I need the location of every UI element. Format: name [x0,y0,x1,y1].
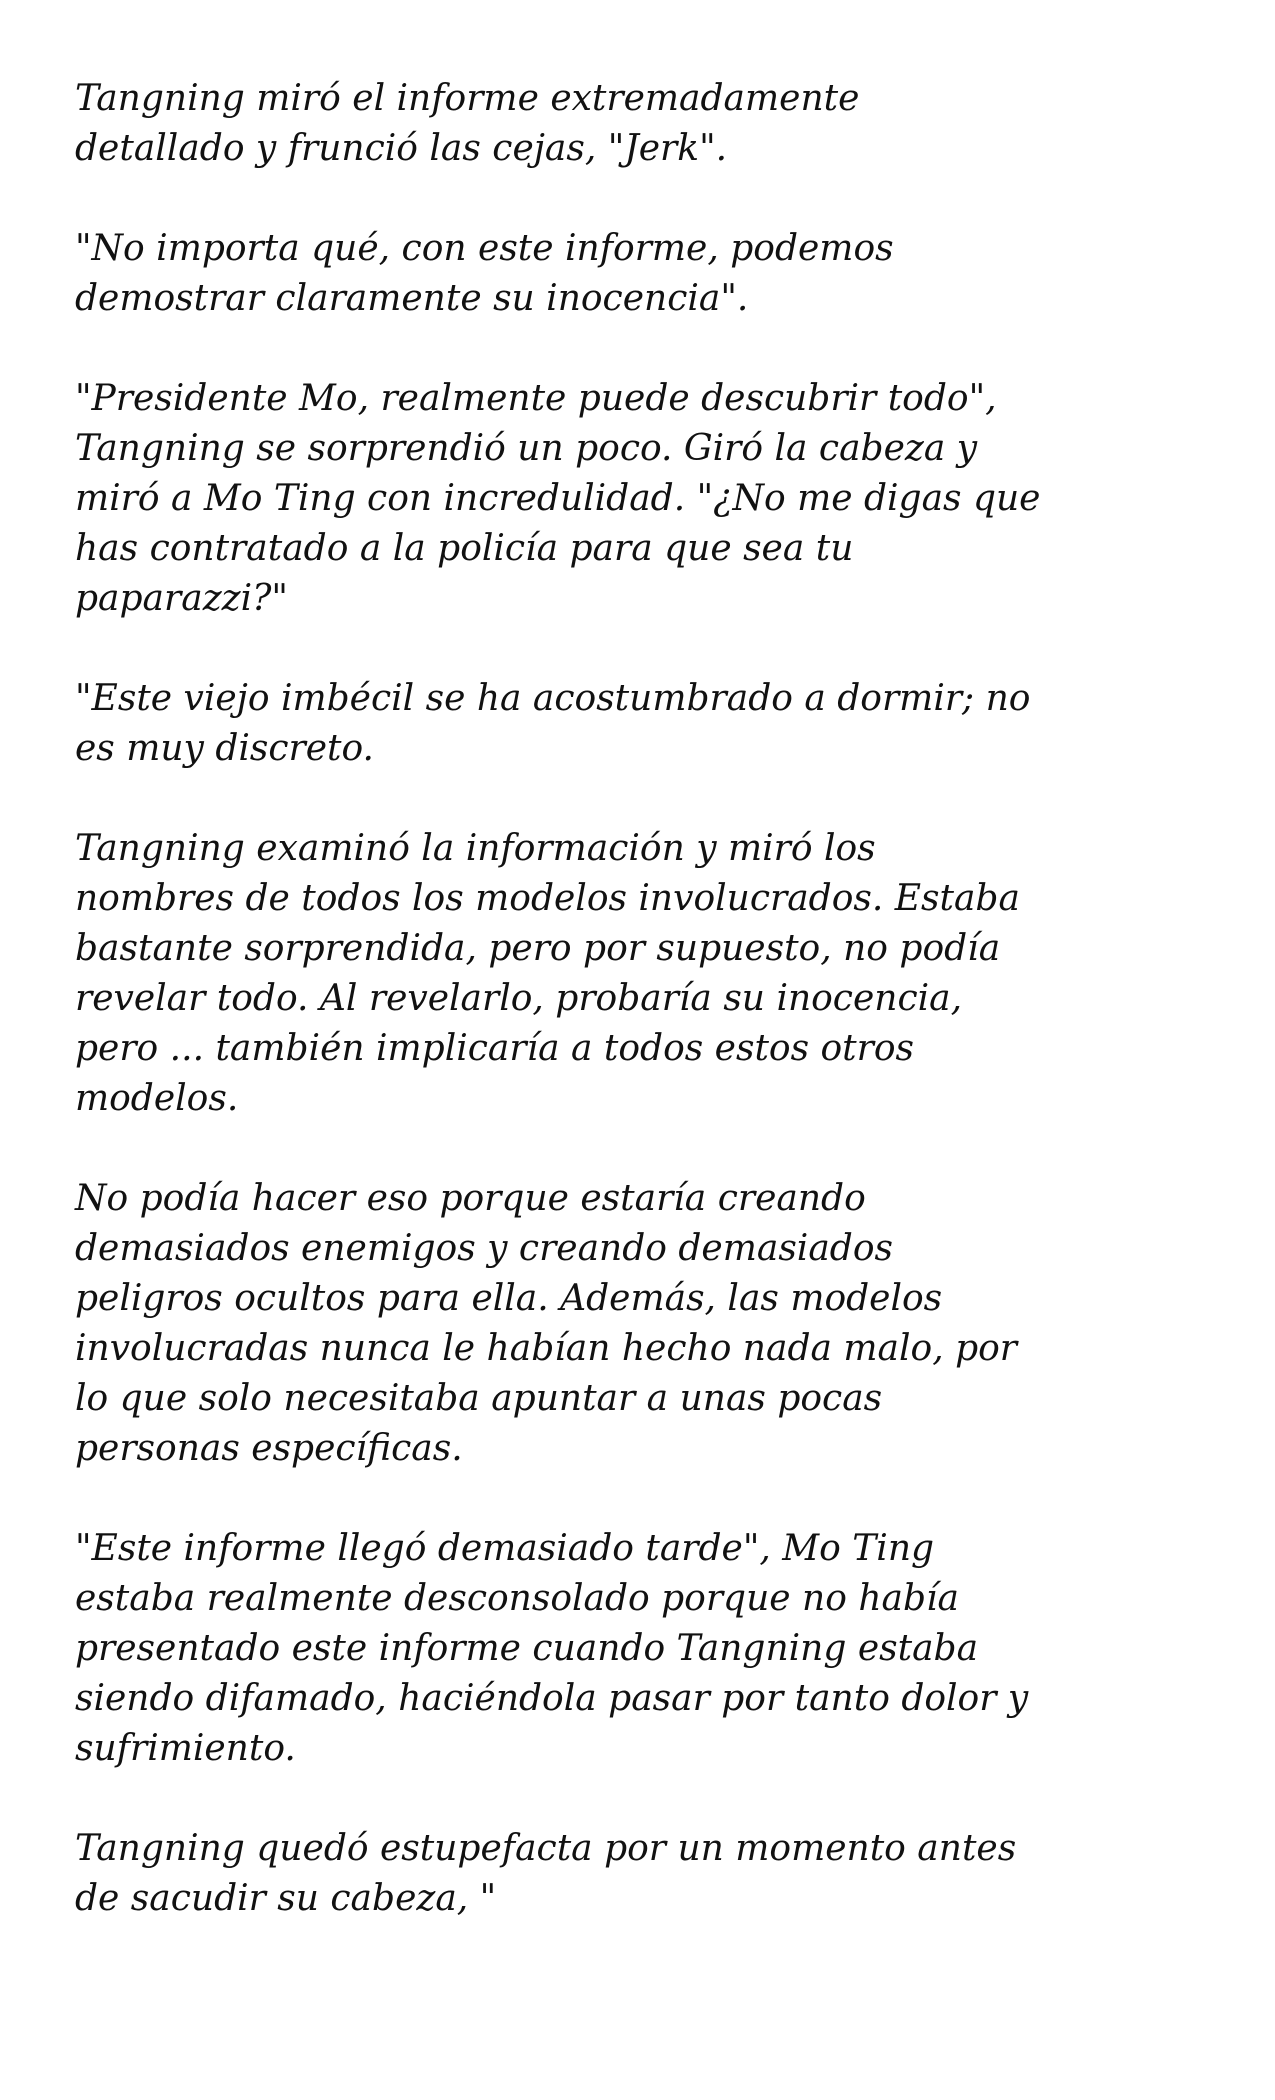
paragraph-4: "Este viejo imbécil se ha acostumbrado a dormir; no es muy discreto. [75,678,1031,769]
paragraph-8: Tangning quedó estupefacta por un momento antes de sacudir su cabeza, " [75,1828,1017,1919]
paragraph-3: "Presidente Mo, realmente puede descubrir todo", Tangning se sorprendió un poco. Giró la cabeza y miró a Mo Ting con incredulidad. "¿No me digas que has contratado a la policía para que sea tu paparazzi?" [75,378,1041,619]
paragraph-7: "Este informe llegó demasiado tarde", Mo Ting estaba realmente desconsolado porque no había presentado este informe cuando Tangning estaba siendo difamado, haciéndola pasar por tanto dolor y sufrimiento. [75,1528,1029,1769]
paragraph-6: No podía hacer eso porque estaría creando demasiados enemigos y creando demasiados peligros ocultos para ella. Además, las modelos involucradas nunca le habían hecho nada malo, por lo que solo necesitaba apuntar a unas pocas personas específicas. [75,1178,1018,1469]
paragraph-2: "No importa qué, con este informe, podemos demostrar claramente su inocencia". [75,228,894,319]
paragraph-5: Tangning examinó la información y miró los nombres de todos los modelos involucrados. Estaba bastante sorprendida, pero por supuesto, no podía revelar todo. Al revelarlo, probaría su inocencia, pero ... también implicaría a todos estos otros modelos. [75,828,1020,1119]
document-body [75,74,1235,1974]
paragraph-1: Tangning miró el informe extremadamente detallado y frunció las cejas, "Jerk". [75,78,860,169]
